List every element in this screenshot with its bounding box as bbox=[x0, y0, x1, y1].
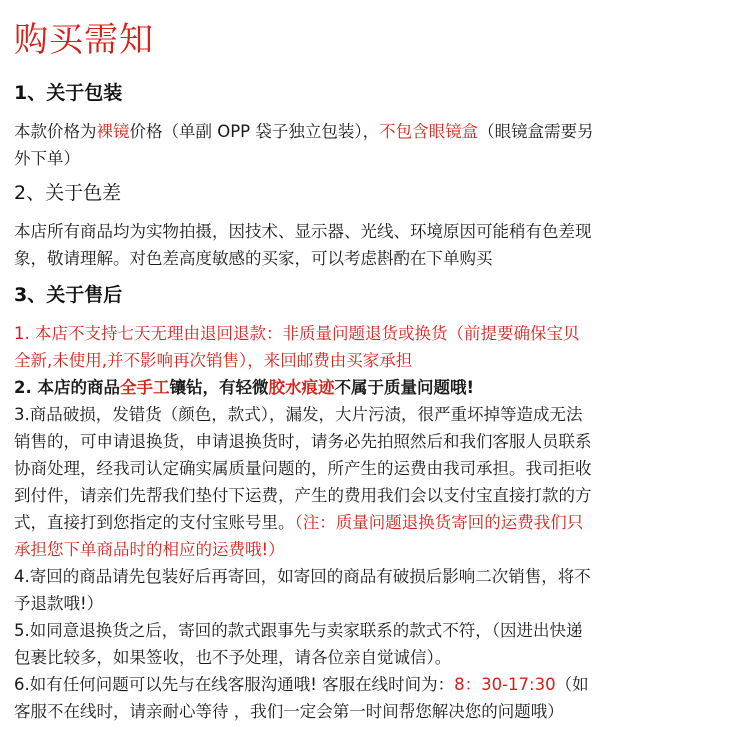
highlight-text: 全手工 bbox=[120, 378, 170, 397]
page-title: 购买需知 bbox=[14, 20, 154, 60]
body-text: 协商处理，经我司认定确实属质量问题的，所产生的运费由我司承担。我司拒收 bbox=[14, 459, 592, 478]
highlight-text: 承担您下单商品时的相应的运费哦!） bbox=[14, 540, 285, 559]
highlight-text: （注：质量问题退换货寄回的运费我们只 bbox=[294, 513, 584, 532]
text-line bbox=[14, 218, 736, 245]
body-text: 本店所有商品均为实物拍摄，因技术、显示器、光线、环境原因可能稍有色差现 bbox=[14, 222, 592, 241]
body-text: （如 bbox=[555, 675, 589, 694]
text-line bbox=[14, 617, 736, 644]
text-line bbox=[14, 347, 736, 374]
section-heading-color-difference: 2、关于色差 bbox=[14, 182, 122, 204]
body-text: 包裹比较多，如果签收，也不予处理，请各位亲自觉诚信）。 bbox=[14, 648, 452, 667]
body-text: 价格（单副 OPP 袋子独立包装）， bbox=[129, 122, 380, 141]
section-body-after-sales bbox=[14, 320, 736, 725]
body-text: 3.商品破损，发错货（颜色，款式），漏发，大片污渍，很严重坏掉等造成无法 bbox=[14, 405, 583, 424]
text-line bbox=[14, 644, 736, 671]
body-text: （眼镜盒需要另 bbox=[478, 122, 594, 141]
highlight-text: 胶水痕迹 bbox=[268, 378, 335, 397]
text-line bbox=[14, 590, 736, 617]
text-line bbox=[14, 509, 736, 536]
text-line bbox=[14, 145, 736, 172]
text-line bbox=[14, 563, 736, 590]
body-text: 4.寄回的商品请先包装好后再寄回，如寄回的商品有破损后影响二次销售，将不 bbox=[14, 567, 591, 586]
text-line bbox=[14, 482, 736, 509]
body-text: 象，敬请理解。对色差高度敏感的买家，可以考虑斟酌在下单购买 bbox=[14, 249, 493, 268]
body-text: 本款价格为 bbox=[14, 122, 97, 141]
body-text: 外下单） bbox=[14, 149, 80, 168]
body-text: 镶钻，有轻微 bbox=[169, 378, 269, 397]
section-heading-packaging: 1、关于包装 bbox=[14, 82, 123, 104]
body-text: 不属于质量问题哦! bbox=[334, 378, 475, 397]
highlight-text: 8：30-17:30 bbox=[454, 675, 556, 694]
highlight-text: 全新,未使用,并不影响再次销售），来回邮费由买家承担 bbox=[14, 351, 413, 370]
body-text: 6.如有任何问题可以先与在线客服沟通哦! 客服在线时间为： bbox=[14, 675, 455, 694]
text-line bbox=[14, 455, 736, 482]
body-text: 式，直接打到您指定的支付宝账号里。 bbox=[14, 513, 295, 532]
body-text: 2. 本店的商品 bbox=[14, 378, 120, 397]
section-heading-after-sales: 3、关于售后 bbox=[14, 284, 123, 306]
body-text: 5.如同意退换货之后，寄回的款式跟事先与卖家联系的款式不符，（因进出快递 bbox=[14, 621, 583, 640]
text-line bbox=[14, 118, 736, 145]
body-text: 予退款哦!） bbox=[14, 594, 104, 613]
text-line bbox=[14, 401, 736, 428]
text-line bbox=[14, 536, 736, 563]
section-body-color-difference bbox=[14, 218, 736, 272]
highlight-text: 裸镜 bbox=[96, 122, 130, 141]
body-text: 销售的，可申请退换货，申请退换货时，请务必先拍照然后和我们客服人员联系 bbox=[14, 432, 592, 451]
section-body-packaging bbox=[14, 118, 736, 172]
text-line bbox=[14, 671, 736, 698]
text-line bbox=[14, 698, 736, 725]
text-line bbox=[14, 320, 736, 347]
body-text: 客服不在线时，请亲耐心等待 ，我们一定会第一时间帮您解决您的问题哦） bbox=[14, 702, 564, 721]
text-line bbox=[14, 374, 736, 401]
text-line bbox=[14, 428, 736, 455]
highlight-text: 不包含眼镜盒 bbox=[379, 122, 479, 141]
text-line bbox=[14, 245, 736, 272]
highlight-text: 1. 本店不支持七天无理由退回退款：非质量问题退货或换货（前提要确保宝贝 bbox=[14, 324, 580, 343]
body-text: 到付件，请亲们先帮我们垫付下运费，产生的费用我们会以支付宝直接打款的方 bbox=[14, 486, 592, 505]
